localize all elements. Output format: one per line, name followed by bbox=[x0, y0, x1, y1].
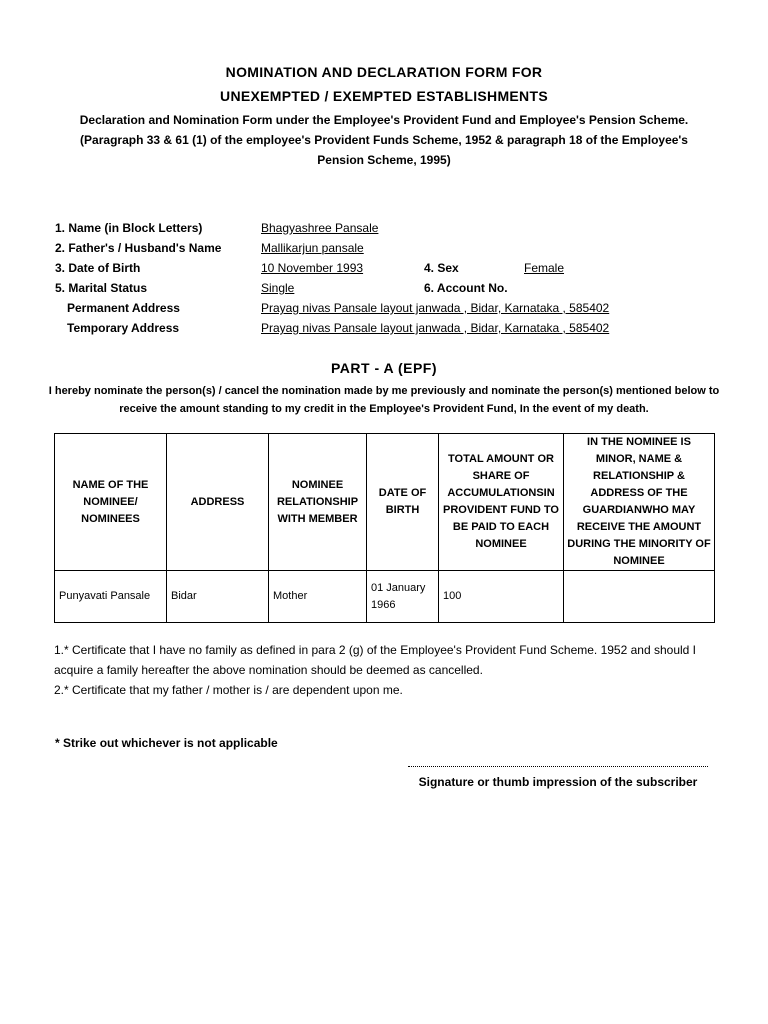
temporary-address-label: Temporary Address bbox=[67, 321, 180, 335]
table-row bbox=[55, 571, 715, 623]
cell-address: Bidar bbox=[167, 571, 269, 623]
father-name-label: 2. Father's / Husband's Name bbox=[55, 241, 222, 255]
form-subtitle-line2: (Paragraph 33 & 61 (1) of the employee's Provident Funds Scheme, 1952 & paragraph 18 of the Employee's Pension Scheme, 1995) bbox=[80, 133, 688, 167]
form-title-line2: UNEXEMPTED / EXEMPTED ESTABLISHMENTS bbox=[220, 88, 548, 104]
cell-date-of-birth: 01 January 1966 bbox=[367, 571, 439, 623]
part-a-intro: I hereby nominate the person(s) / cancel the nomination made by me previously and nominate the person(s) mentioned below to receive the amount standing to my credit in the Employee's Provident Fund, In the event of my death. bbox=[48, 385, 720, 415]
dob-value: 10 November 1993 bbox=[261, 261, 364, 275]
form-subtitle-line1: Declaration and Nomination Form under the Employee's Provident Fund and Employee's Pension Scheme. bbox=[79, 113, 689, 127]
temporary-address-value: Prayag nivas Pansale layout janwada , Bidar, Karnataka , 585402 bbox=[261, 321, 610, 335]
name-label: 1. Name (in Block Letters) bbox=[55, 221, 203, 235]
header-guardian-details: IN THE NOMINEE IS MINOR, NAME & RELATIONSHIP & ADDRESS OF THE GUARDIANWHO MAY RECEIVE THE AMOUNT DURING THE MINORITY OF NOMINEE bbox=[564, 434, 715, 571]
sex-value: Female bbox=[524, 261, 565, 275]
father-name-value: Mallikarjun pansale bbox=[261, 241, 364, 255]
cell-total-amount: 100 bbox=[439, 571, 564, 623]
permanent-address-label: Permanent Address bbox=[67, 301, 180, 315]
header-date-of-birth: DATE OF BIRTH bbox=[367, 434, 439, 571]
cell-relationship: Mother bbox=[269, 571, 367, 623]
part-a-title: PART - A (EPF) bbox=[330, 360, 438, 376]
header-relationship: NOMINEE RELATIONSHIP WITH MEMBER bbox=[269, 434, 367, 571]
account-no-label: 6. Account No. bbox=[424, 281, 508, 295]
nominee-table bbox=[54, 433, 715, 623]
header-total-amount: TOTAL AMOUNT OR SHARE OF ACCUMULATIONSIN PROVIDENT FUND TO BE PAID TO EACH NOMINEE bbox=[439, 434, 564, 571]
dob-label: 3. Date of Birth bbox=[55, 261, 141, 275]
signature-line bbox=[408, 760, 708, 767]
cell-guardian-details bbox=[564, 571, 715, 623]
strike-out-note: * Strike out whichever is not applicable bbox=[55, 736, 278, 750]
permanent-address-value: Prayag nivas Pansale layout janwada , Bidar, Karnataka , 585402 bbox=[261, 301, 610, 315]
certificate-dependent-parents: 2.* Certificate that my father / mother is / are dependent upon me. bbox=[54, 683, 403, 697]
signature-label: Signature or thumb impression of the subscriber bbox=[418, 775, 698, 789]
marital-status-value: Single bbox=[261, 281, 295, 295]
header-address: ADDRESS bbox=[167, 434, 269, 571]
header-nominee-name: NAME OF THE NOMINEE/ NOMINEES bbox=[55, 434, 167, 571]
sex-label: 4. Sex bbox=[424, 261, 459, 275]
form-title-line1: NOMINATION AND DECLARATION FORM FOR bbox=[225, 64, 543, 80]
marital-status-label: 5. Marital Status bbox=[55, 281, 148, 295]
cell-nominee-name: Punyavati Pansale bbox=[55, 571, 167, 623]
name-value: Bhagyashree Pansale bbox=[261, 221, 379, 235]
nominee-table-header-row bbox=[55, 434, 715, 571]
certificate-no-family: 1.* Certificate that I have no family as defined in para 2 (g) of the Employee's Provident Fund Scheme. 1952 and should I acquire a family hereafter the above nomination should be deemed as cancelled. bbox=[54, 643, 696, 677]
